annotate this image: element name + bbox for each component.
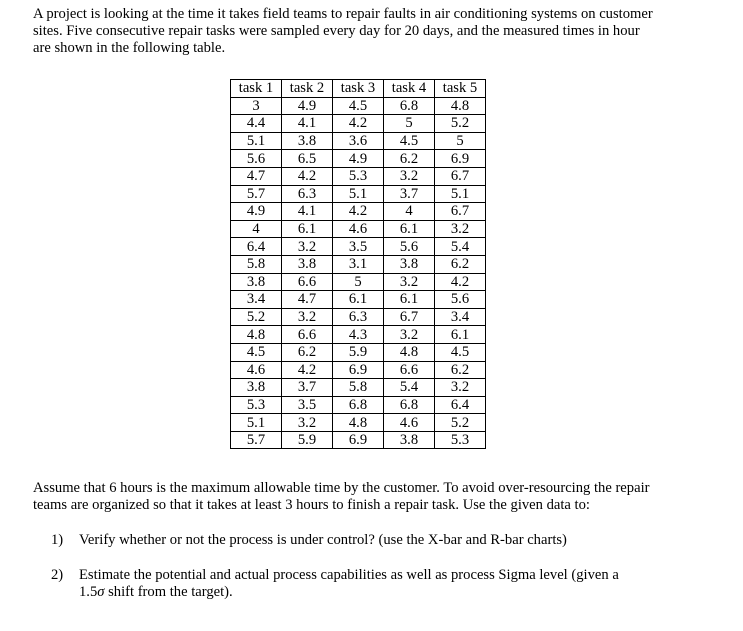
table-cell-task-5: 6.2 — [435, 255, 486, 273]
table-body — [231, 97, 486, 449]
table-cell-task-3: 3.1 — [333, 255, 384, 273]
table-cell-task-2: 3.2 — [282, 414, 333, 432]
table-row — [231, 273, 486, 291]
question-2-text-2a: 1.5 — [79, 584, 98, 600]
table-cell-task-5: 4.2 — [435, 273, 486, 291]
table-cell-task-2: 3.7 — [282, 379, 333, 397]
table-cell-task-1: 4.4 — [231, 115, 282, 133]
table-cell-task-3: 3.6 — [333, 132, 384, 150]
table-cell-task-1: 5.7 — [231, 431, 282, 449]
table-row — [231, 379, 486, 397]
table-cell-task-5: 5.2 — [435, 115, 486, 133]
table-cell-task-2: 4.9 — [282, 97, 333, 115]
table-row — [231, 255, 486, 273]
table-cell-task-1: 5.6 — [231, 150, 282, 168]
table-cell-task-3: 5.1 — [333, 185, 384, 203]
table-cell-task-1: 6.4 — [231, 238, 282, 256]
table-cell-task-4: 6.1 — [384, 220, 435, 238]
intro-line-2: sites. Five consecutive repair tasks were sampled every day for 20 days, and the measured times in hour — [33, 23, 640, 39]
table-cell-task-5: 5.6 — [435, 291, 486, 309]
table-cell-task-3: 6.9 — [333, 361, 384, 379]
table-cell-task-4: 5 — [384, 115, 435, 133]
table-cell-task-1: 3.8 — [231, 379, 282, 397]
table-cell-task-1: 5.3 — [231, 396, 282, 414]
table-cell-task-2: 6.2 — [282, 343, 333, 361]
table-cell-task-5: 3.2 — [435, 379, 486, 397]
table-cell-task-4: 6.1 — [384, 291, 435, 309]
question-2-line-2 — [51, 584, 691, 601]
table-cell-task-1: 4.7 — [231, 167, 282, 185]
table-cell-task-2: 3.8 — [282, 255, 333, 273]
table-row — [231, 361, 486, 379]
question-2-text-1: Estimate the potential and actual process capabilities as well as process Sigma level (given a — [79, 567, 619, 583]
table-cell-task-5: 6.4 — [435, 396, 486, 414]
table-row — [231, 97, 486, 115]
intro-line-3: are shown in the following table. — [33, 40, 226, 56]
table-row — [231, 185, 486, 203]
table-row — [231, 238, 486, 256]
table-cell-task-4: 4 — [384, 203, 435, 221]
problem-intro — [33, 6, 683, 57]
header-task-3: task 3 — [333, 80, 384, 98]
question-1-number: 1) — [51, 532, 64, 548]
table-cell-task-4: 4.5 — [384, 132, 435, 150]
table-row — [231, 203, 486, 221]
table-cell-task-3: 4.9 — [333, 150, 384, 168]
table-cell-task-1: 5.1 — [231, 132, 282, 150]
table-cell-task-2: 3.8 — [282, 132, 333, 150]
table-cell-task-2: 4.2 — [282, 361, 333, 379]
table-cell-task-5: 5.4 — [435, 238, 486, 256]
table-cell-task-4: 6.8 — [384, 97, 435, 115]
table-cell-task-3: 4.6 — [333, 220, 384, 238]
table-cell-task-2: 4.1 — [282, 115, 333, 133]
table-cell-task-5: 4.5 — [435, 343, 486, 361]
header-task-2: task 2 — [282, 80, 333, 98]
table-cell-task-3: 6.9 — [333, 431, 384, 449]
table-cell-task-3: 6.8 — [333, 396, 384, 414]
table-cell-task-4: 3.8 — [384, 255, 435, 273]
table-cell-task-3: 5.8 — [333, 379, 384, 397]
intro-line-1: A project is looking at the time it takes field teams to repair faults in air conditioning systems on customer — [33, 6, 653, 22]
table-cell-task-3: 4.8 — [333, 414, 384, 432]
table-cell-task-5: 6.2 — [435, 361, 486, 379]
table-cell-task-5: 3.4 — [435, 308, 486, 326]
table-row — [231, 220, 486, 238]
question-2-line-1 — [51, 567, 691, 584]
table-cell-task-5: 6.9 — [435, 150, 486, 168]
table-cell-task-1: 3.8 — [231, 273, 282, 291]
table-cell-task-4: 6.8 — [384, 396, 435, 414]
table-cell-task-1: 5.7 — [231, 185, 282, 203]
table-row — [231, 396, 486, 414]
table-row — [231, 414, 486, 432]
table-cell-task-4: 3.7 — [384, 185, 435, 203]
sigma-symbol: σ — [97, 584, 105, 600]
table-cell-task-1: 4 — [231, 220, 282, 238]
table-cell-task-1: 4.5 — [231, 343, 282, 361]
table-cell-task-4: 5.6 — [384, 238, 435, 256]
table-cell-task-5: 6.7 — [435, 203, 486, 221]
table-cell-task-1: 5.1 — [231, 414, 282, 432]
table-cell-task-5: 5.3 — [435, 431, 486, 449]
header-task-1: task 1 — [231, 80, 282, 98]
table-cell-task-4: 3.2 — [384, 326, 435, 344]
table-cell-task-3: 6.1 — [333, 291, 384, 309]
table-cell-task-1: 3.4 — [231, 291, 282, 309]
table-cell-task-1: 5.8 — [231, 255, 282, 273]
table-cell-task-5: 5.1 — [435, 185, 486, 203]
table-cell-task-4: 3.8 — [384, 431, 435, 449]
table-cell-task-2: 3.2 — [282, 238, 333, 256]
table-cell-task-2: 6.6 — [282, 326, 333, 344]
table-row — [231, 167, 486, 185]
table-cell-task-2: 6.3 — [282, 185, 333, 203]
table-cell-task-3: 4.5 — [333, 97, 384, 115]
table-cell-task-2: 6.5 — [282, 150, 333, 168]
table-cell-task-1: 4.8 — [231, 326, 282, 344]
table-cell-task-2: 3.2 — [282, 308, 333, 326]
table-cell-task-3: 6.3 — [333, 308, 384, 326]
table-cell-task-4: 3.2 — [384, 273, 435, 291]
table-cell-task-3: 3.5 — [333, 238, 384, 256]
table-cell-task-4: 4.6 — [384, 414, 435, 432]
table-cell-task-4: 5.4 — [384, 379, 435, 397]
table-cell-task-3: 4.2 — [333, 203, 384, 221]
table-cell-task-1: 5.2 — [231, 308, 282, 326]
table-cell-task-4: 4.8 — [384, 343, 435, 361]
question-2 — [51, 567, 691, 601]
table-cell-task-5: 6.1 — [435, 326, 486, 344]
header-task-5: task 5 — [435, 80, 486, 98]
question-2-text-2b: shift from the target). — [104, 584, 233, 600]
table-row — [231, 326, 486, 344]
table-cell-task-2: 5.9 — [282, 431, 333, 449]
table-cell-task-2: 6.6 — [282, 273, 333, 291]
table-cell-task-4: 6.2 — [384, 150, 435, 168]
closing-line-2: teams are organized so that it takes at least 3 hours to finish a repair task. Use the given data to: — [33, 497, 590, 513]
table-cell-task-2: 3.5 — [282, 396, 333, 414]
table-row — [231, 150, 486, 168]
table-cell-task-3: 4.2 — [333, 115, 384, 133]
repair-times-table — [230, 79, 486, 449]
table-cell-task-1: 4.9 — [231, 203, 282, 221]
table-row — [231, 343, 486, 361]
table-cell-task-3: 5.3 — [333, 167, 384, 185]
table-cell-task-5: 6.7 — [435, 167, 486, 185]
table-row — [231, 115, 486, 133]
table-cell-task-5: 4.8 — [435, 97, 486, 115]
table-header-row — [231, 80, 486, 98]
question-1-text: Verify whether or not the process is under control? (use the X-bar and R-bar charts) — [79, 532, 567, 548]
table-cell-task-5: 3.2 — [435, 220, 486, 238]
table-cell-task-2: 4.1 — [282, 203, 333, 221]
table-cell-task-3: 4.3 — [333, 326, 384, 344]
table-row — [231, 291, 486, 309]
table-cell-task-5: 5 — [435, 132, 486, 150]
problem-assumptions — [33, 480, 713, 514]
table-cell-task-3: 5 — [333, 273, 384, 291]
table-cell-task-4: 3.2 — [384, 167, 435, 185]
question-2-number: 2) — [51, 567, 64, 583]
question-1 — [51, 532, 567, 549]
table-cell-task-5: 5.2 — [435, 414, 486, 432]
table-cell-task-3: 5.9 — [333, 343, 384, 361]
table-row — [231, 132, 486, 150]
table-cell-task-2: 4.7 — [282, 291, 333, 309]
header-task-4: task 4 — [384, 80, 435, 98]
closing-line-1: Assume that 6 hours is the maximum allowable time by the customer. To avoid over-resourcing the repair — [33, 480, 650, 496]
table-row — [231, 308, 486, 326]
table-cell-task-1: 4.6 — [231, 361, 282, 379]
table-cell-task-1: 3 — [231, 97, 282, 115]
table-cell-task-2: 4.2 — [282, 167, 333, 185]
table-row — [231, 431, 486, 449]
table-cell-task-2: 6.1 — [282, 220, 333, 238]
table-cell-task-4: 6.6 — [384, 361, 435, 379]
table-cell-task-4: 6.7 — [384, 308, 435, 326]
